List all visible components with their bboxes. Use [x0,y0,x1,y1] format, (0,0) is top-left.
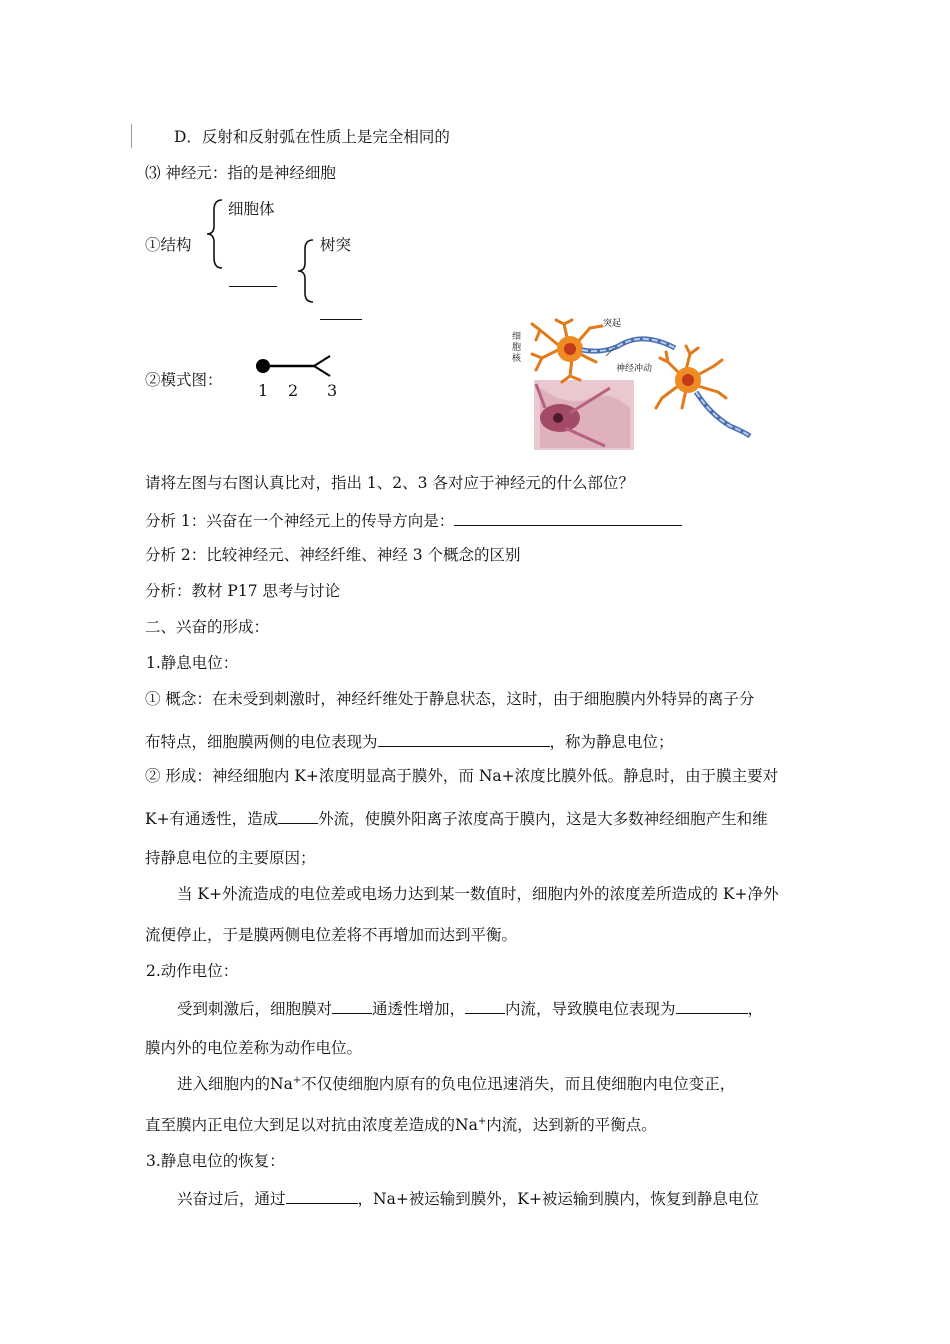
action-line-2: 膜内外的电位差称为动作电位。 [145,1039,363,1057]
concept-text-b: ，称为静息电位； [549,733,674,751]
neuron-heading: ⑶ 神经元：指的是神经细胞 [145,164,336,182]
resting-form-line-1: ② 形成：神经细胞内 K+浓度明显高于膜外，而 Na+浓度比膜外低。静息时，由于膜主要对 [145,767,779,785]
model-number-1: 1 [258,381,269,400]
permeability-blank [332,997,372,1014]
analysis-1-blank [454,509,682,526]
action-para-text-a: 直至膜内正电位大到足以对抗由浓度差造成的Na [145,1116,478,1134]
process-label: 突起 [603,319,622,329]
na-text: 进入细胞内的Na [177,1075,293,1093]
option-d: D．反射和反射弧在性质上是完全相同的 [174,128,450,146]
action-line-1 [177,997,763,1019]
model-label: ②模式图： [145,371,223,389]
influx-blank [465,997,505,1014]
action-para-line-2 [145,1115,657,1135]
recovery-title: 3.静息电位的恢复： [146,1152,285,1170]
na-superscript-2: + [477,1115,487,1127]
recovery-line-1 [177,1187,759,1209]
recovery-text-a: 兴奋过后，通过 [177,1190,286,1208]
efflux-blank [278,807,318,824]
processes-brace [296,236,318,306]
recovery-text-b: ，Na+被运输到膜外，K+被运输到膜内，恢复到静息电位 [357,1190,759,1208]
model-number-3: 3 [327,381,338,400]
resting-form-line-3: 持静息电位的主要原因； [145,849,316,867]
axon-blank [229,270,277,287]
action-potential-blank [676,997,748,1014]
recovery-blank [286,1187,358,1204]
form-text-b: 外流，使膜外阳离子浓度高于膜内，这是大多数神经细胞产生和维 [318,810,768,828]
action-text-a: 受到刺激后，细胞膜对 [177,1000,333,1018]
cell-body-label: 细胞体 [228,200,275,218]
action-text-b: 通透性增加， [372,1000,466,1018]
action-para-text: 不仅使细胞内原有的负电位迅速消失，而且使细胞内电位变正， [301,1075,736,1093]
resting-concept-line-2 [145,730,674,752]
section-2-title: 二、兴奋的形成： [145,618,270,636]
analysis-1 [145,509,682,531]
resting-potential-blank [378,730,550,747]
comparison-question: 请将左图与右图认真比对，指出 1、2、3 各对应于神经元的什么部位？ [145,474,634,492]
neuron-model-diagram [254,354,340,380]
resting-concept-line-1: ① 概念：在未受到刺激时，神经纤维处于静息状态，这时，由于细胞膜内外特异的离子分 [145,690,755,708]
resting-para-line-1: 当 K+外流造成的电位差或电场力达到某一数值时，细胞内外的浓度差所造成的 K+净外 [177,885,779,903]
dendrite-label: 树突 [320,236,352,254]
form-text-a: K+有通透性，造成 [145,810,279,828]
action-text-d: ， [747,1000,764,1018]
margin-mark [131,124,132,148]
impulse-label: 神经冲动 [616,364,653,374]
structure-label: ①结构 [145,236,192,254]
nucleus-label-3: 核 [512,354,522,364]
nucleus-label-1: 细 [512,332,522,342]
action-title: 2.动作电位： [146,962,239,980]
analysis-3: 分析：教材 P17 思考与讨论 [145,582,341,600]
analysis-1-text: 分析 1：兴奋在一个神经元上的传导方向是： [145,512,455,530]
model-number-2: 2 [288,381,299,400]
axon-sub-blank [320,303,362,320]
concept-text-a: 布特点，细胞膜两侧的电位表现为 [145,733,378,751]
nucleus-label-2: 胞 [512,343,522,353]
structure-brace [204,196,228,272]
action-para-line-1 [177,1074,735,1094]
resting-form-line-2 [145,807,768,829]
resting-title: 1.静息电位： [146,654,239,672]
neuron-illustration [510,318,755,452]
resting-para-line-2: 流便停止，于是膜两侧电位差将不再增加而达到平衡。 [145,926,518,944]
na-superscript: + [292,1074,302,1086]
analysis-2: 分析 2：比较神经元、神经纤维、神经 3 个概念的区别 [145,546,521,564]
action-para-text-b: 内流，达到新的平衡点。 [486,1116,657,1134]
action-text-c: 内流，导致膜电位表现为 [505,1000,676,1018]
